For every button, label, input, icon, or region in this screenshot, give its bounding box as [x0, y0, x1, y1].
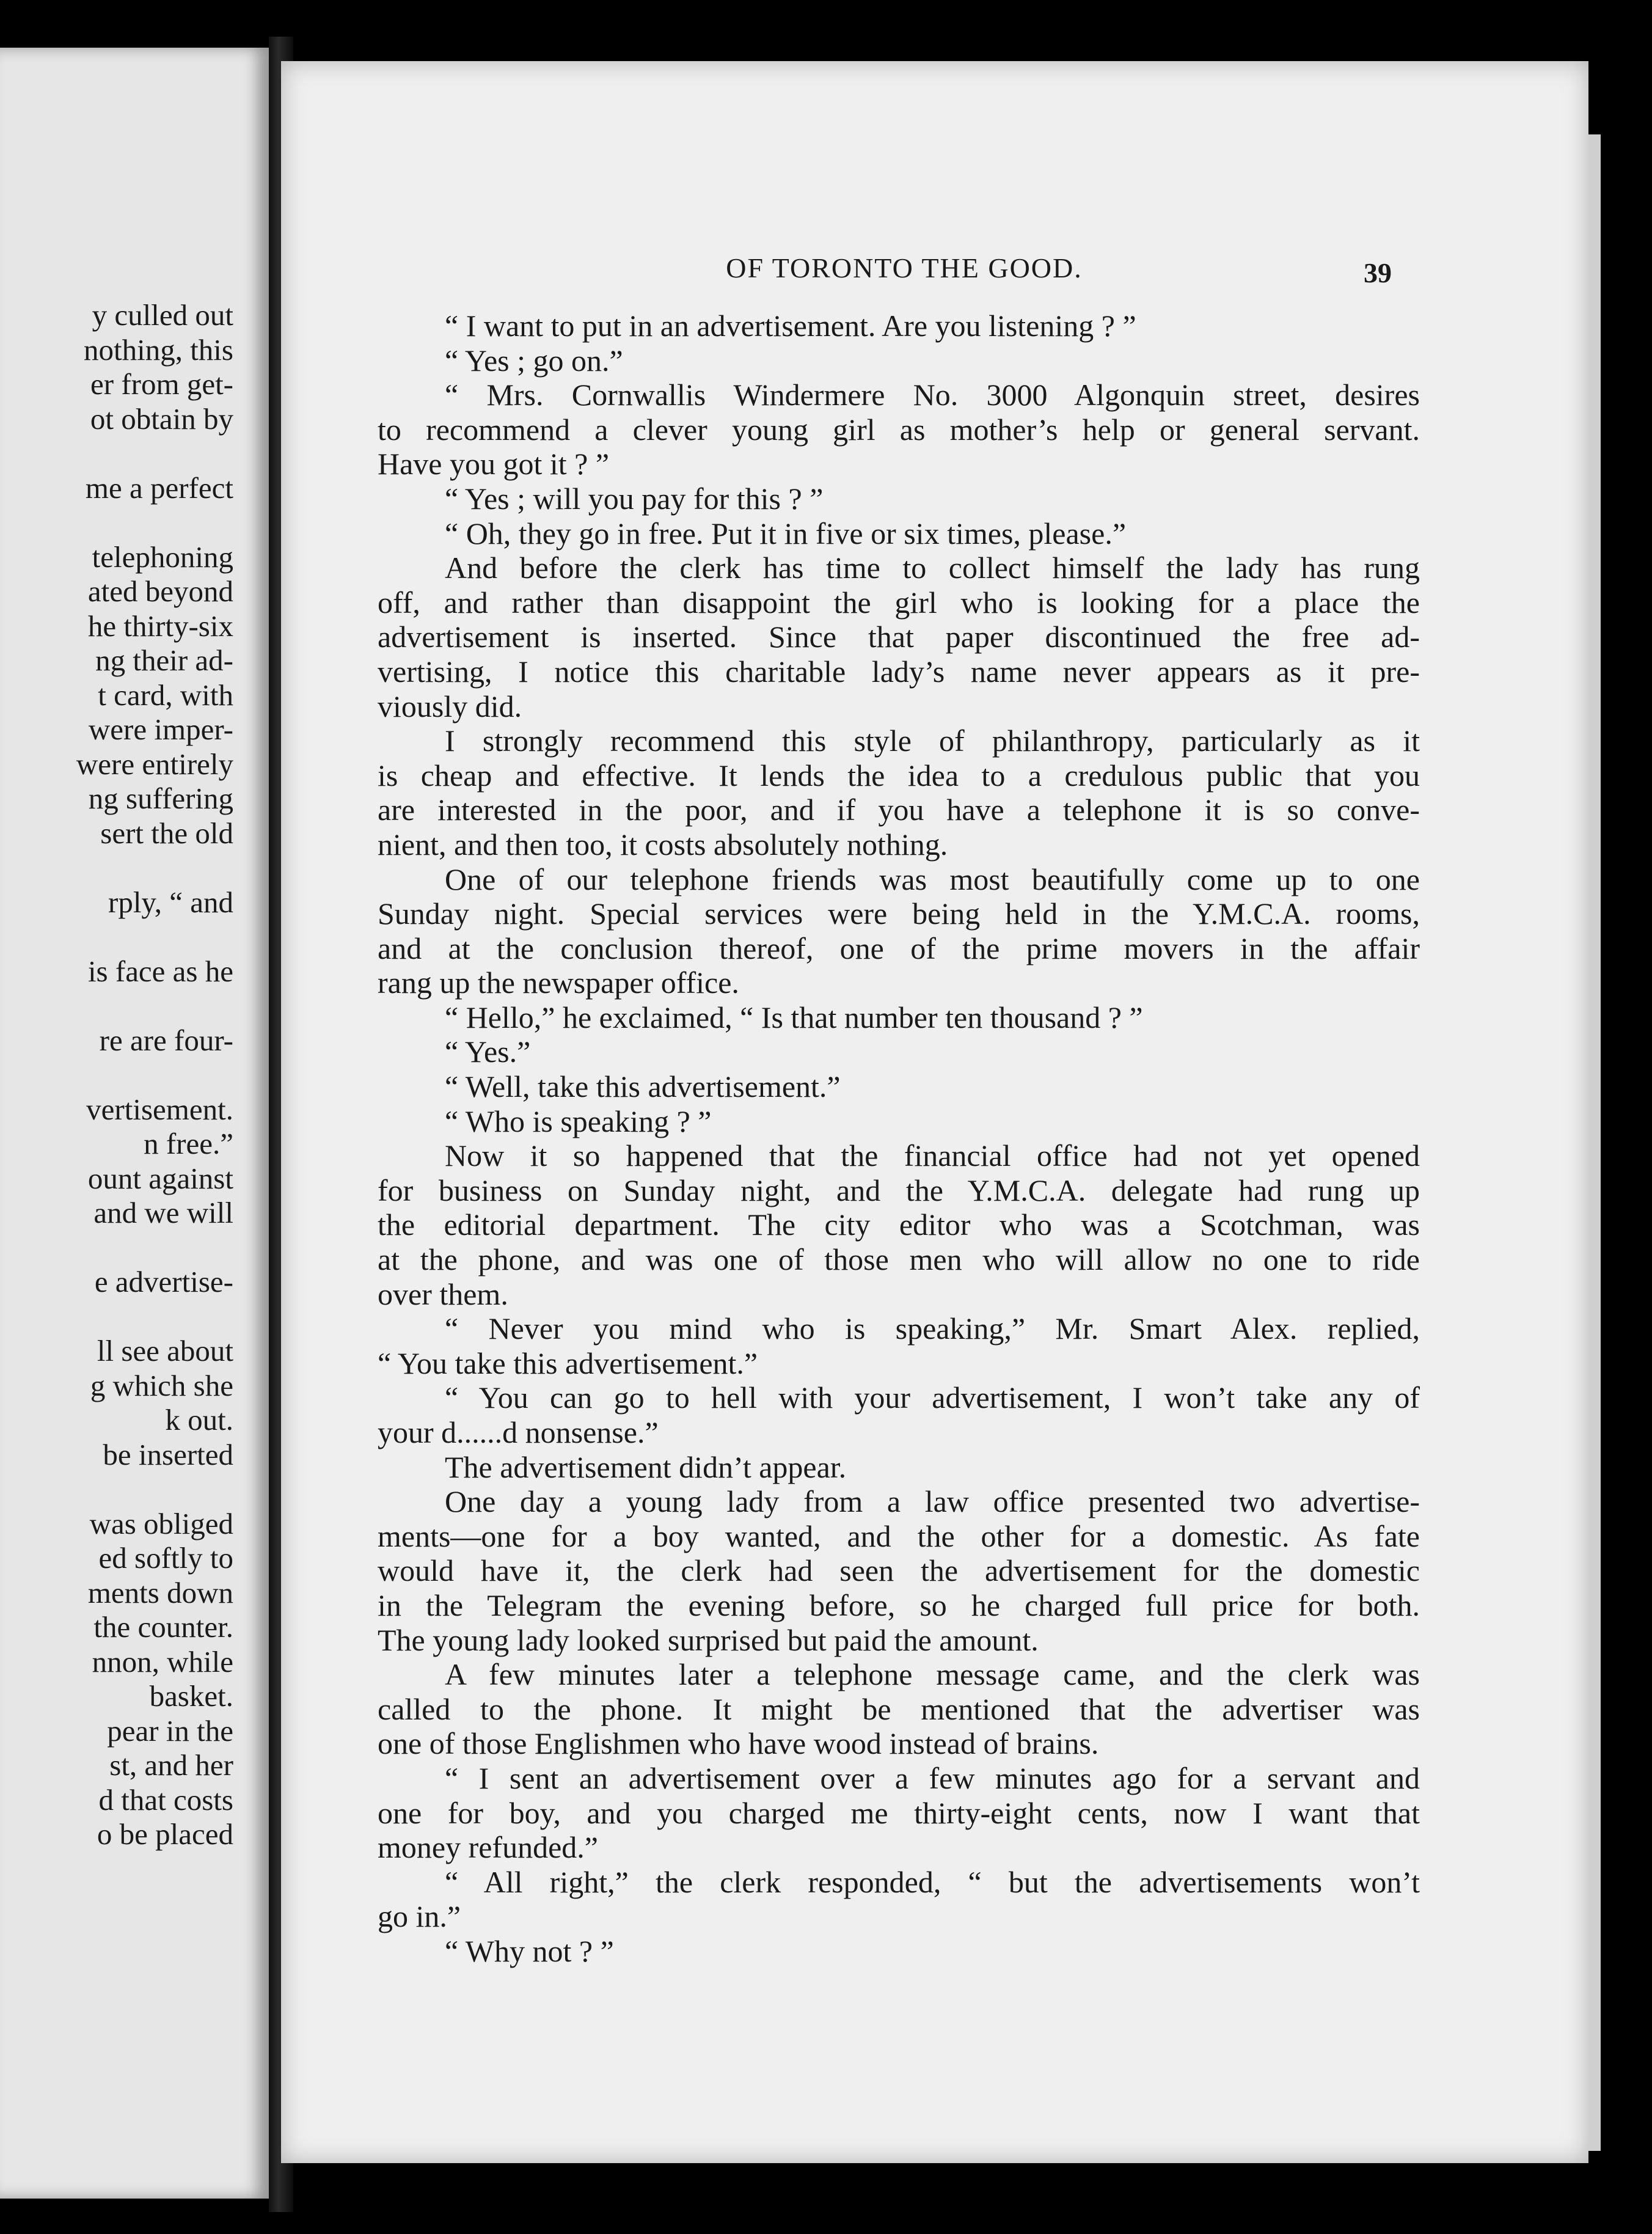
left-page-line: o be placed: [97, 1817, 233, 1851]
left-page-line: vertisement.: [86, 1092, 233, 1126]
text-line: are interested in the poor, and if you have a telephone it is so conve-: [378, 793, 1420, 827]
left-page-line: t card, with: [98, 678, 233, 712]
text-line: one for boy, and you charged me thirty-eight cents, now I want that: [378, 1795, 1420, 1830]
text-line: The advertisement didn’t appear.: [445, 1449, 847, 1484]
text-line: ments—one for a boy wanted, and the other for a domestic. As fate: [378, 1518, 1420, 1553]
left-page-line: [76, 1300, 233, 1335]
left-page-line: [76, 436, 233, 471]
text-line: Sunday night. Special services were being held in the Y.M.C.A. rooms,: [378, 896, 1420, 931]
left-page-line: be inserted: [103, 1437, 233, 1471]
text-line: to recommend a clever young girl as mother’s help or general servant.: [378, 412, 1420, 447]
text-line: “ Yes ; will you pay for this ? ”: [445, 481, 824, 516]
text-line: “ Why not ? ”: [445, 1933, 614, 1968]
text-line: “ Oh, they go in free. Put it in five or six times, please.”: [445, 516, 1127, 551]
left-page-line: were entirely: [76, 747, 233, 781]
text-line: Now it so happened that the financial office had not yet opened: [445, 1138, 1420, 1173]
text-line: off, and rather than disappoint the girl who is looking for a place the: [378, 585, 1420, 620]
text-line: rang up the newspaper office.: [378, 965, 739, 1000]
left-page-line: [76, 1058, 233, 1093]
text-line: go in.”: [378, 1899, 461, 1934]
left-page-line: e advertise-: [94, 1265, 233, 1298]
left-page-line: ated beyond: [87, 574, 233, 608]
left-page-line: and we will: [93, 1196, 233, 1229]
page-edge: [1588, 134, 1601, 2151]
text-line: The young lady looked surprised but paid the amount.: [378, 1622, 1039, 1657]
text-line: “ Yes ; go on.”: [445, 343, 623, 378]
text-line: called to the phone. It might be mentioned that the advertiser was: [378, 1691, 1420, 1726]
body-text: [378, 309, 1420, 1969]
text-line: vertising, I notice this charitable lady’s name never appears as it pre-: [378, 654, 1420, 689]
left-page-line: was obliged: [89, 1506, 233, 1540]
left-page-line: basket.: [149, 1679, 233, 1713]
left-page-line: is face as he: [87, 954, 233, 988]
left-page-line: st, and her: [109, 1748, 233, 1782]
left-facing-page: [0, 48, 269, 2199]
left-page-line: me a perfect: [85, 471, 233, 505]
left-page-line: k out.: [165, 1403, 233, 1437]
left-page-line: g which she: [90, 1368, 233, 1402]
text-line: “ Never you mind who is speaking,” Mr. Smart Alex. replied,: [445, 1311, 1420, 1346]
left-page-line: [76, 1231, 233, 1265]
text-line: the editorial department. The city editor who was a Scotchman, was: [378, 1207, 1420, 1242]
text-line: “ All right,” the clerk responded, “ but the advertisements won’t: [445, 1864, 1420, 1899]
left-page-text: [76, 298, 233, 1852]
left-page-line: pear in the: [107, 1713, 233, 1748]
text-line: One of our telephone friends was most beautifully come up to one: [445, 862, 1420, 896]
left-page-line: [76, 851, 233, 885]
text-line: And before the clerk has time to collect himself the lady has rung: [445, 551, 1420, 585]
left-page-line: [76, 1472, 233, 1507]
left-page-line: ll see about: [97, 1334, 233, 1368]
left-page-line: er from get-: [90, 367, 233, 401]
left-page-line: nothing, this: [83, 332, 233, 367]
text-line: advertisement is inserted. Since that paper discontinued the free ad-: [378, 620, 1420, 654]
left-page-line: telephoning: [92, 540, 233, 574]
text-line: would have it, the clerk had seen the advertisement for the domestic: [378, 1553, 1420, 1588]
text-line: “ Well, take this advertisement.”: [445, 1069, 841, 1104]
text-line: “ You can go to hell with your advertisement, I won’t take any of: [445, 1380, 1420, 1415]
text-line: viously did.: [378, 689, 522, 723]
left-page-line: n free.”: [144, 1127, 233, 1160]
text-line: at the phone, and was one of those men who will allow no one to ride: [378, 1242, 1420, 1277]
left-page-line: [76, 920, 233, 954]
text-line: for business on Sunday night, and the Y.M.C.A. delegate had rung up: [378, 1173, 1420, 1207]
text-line: in the Telegram the evening before, so he charged full price for both.: [378, 1588, 1420, 1622]
left-page-line: sert the old: [100, 816, 233, 850]
text-line: over them.: [378, 1276, 508, 1311]
text-line: Have you got it ? ”: [378, 447, 610, 482]
left-page-line: rply, “ and: [108, 885, 233, 919]
left-page-line: d that costs: [98, 1782, 233, 1817]
left-page-line: ments down: [87, 1575, 233, 1610]
text-line: “ I sent an advertisement over a few minutes ago for a servant and: [445, 1760, 1420, 1795]
page-number: 39: [1364, 257, 1392, 288]
text-line: One day a young lady from a law office presented two advertise-: [445, 1484, 1420, 1519]
text-line: nient, and then too, it costs absolutely nothing.: [378, 827, 948, 862]
left-page-line: he thirty-six: [87, 609, 233, 643]
text-line: A few minutes later a telephone message came, and the clerk was: [445, 1657, 1420, 1692]
text-line: “ You take this advertisement.”: [378, 1346, 758, 1380]
left-page-line: ot obtain by: [90, 401, 233, 436]
left-page-line: ng their ad-: [95, 643, 233, 677]
text-line: “ Yes.”: [445, 1035, 531, 1069]
running-head: OF TORONTO THE GOOD.: [726, 252, 1083, 284]
text-line: I strongly recommend this style of philanthropy, particularly as it: [445, 723, 1420, 758]
text-line: “ I want to put in an advertisement. Are you listening ? ”: [445, 309, 1136, 343]
text-line: and at the conclusion thereof, one of the prime movers in the affair: [378, 931, 1420, 965]
left-page-line: [76, 505, 233, 540]
text-line: “ Hello,” he exclaimed, “ Is that number ten thousand ? ”: [445, 1000, 1143, 1035]
text-line: is cheap and effective. It lends the idea to a credulous public that you: [378, 758, 1420, 793]
text-line: one of those Englishmen who have wood instead of brains.: [378, 1726, 1099, 1761]
text-line: money refunded.”: [378, 1830, 598, 1865]
left-page-line: were imper-: [88, 712, 233, 746]
left-page-line: re are four-: [99, 1023, 233, 1057]
left-page-line: nnon, while: [92, 1644, 233, 1679]
left-page-line: the counter.: [93, 1610, 233, 1644]
text-line: “ Mrs. Cornwallis Windermere No. 3000 Algonquin street, desires: [445, 378, 1420, 412]
left-page-line: ed softly to: [98, 1541, 233, 1575]
left-page-line: ng suffering: [88, 782, 233, 815]
left-page-line: y culled out: [92, 298, 233, 332]
left-page-line: ount against: [87, 1161, 233, 1195]
text-line: “ Who is speaking ? ”: [445, 1104, 712, 1138]
left-page-line: [76, 989, 233, 1024]
text-line: your d......d nonsense.”: [378, 1415, 659, 1449]
